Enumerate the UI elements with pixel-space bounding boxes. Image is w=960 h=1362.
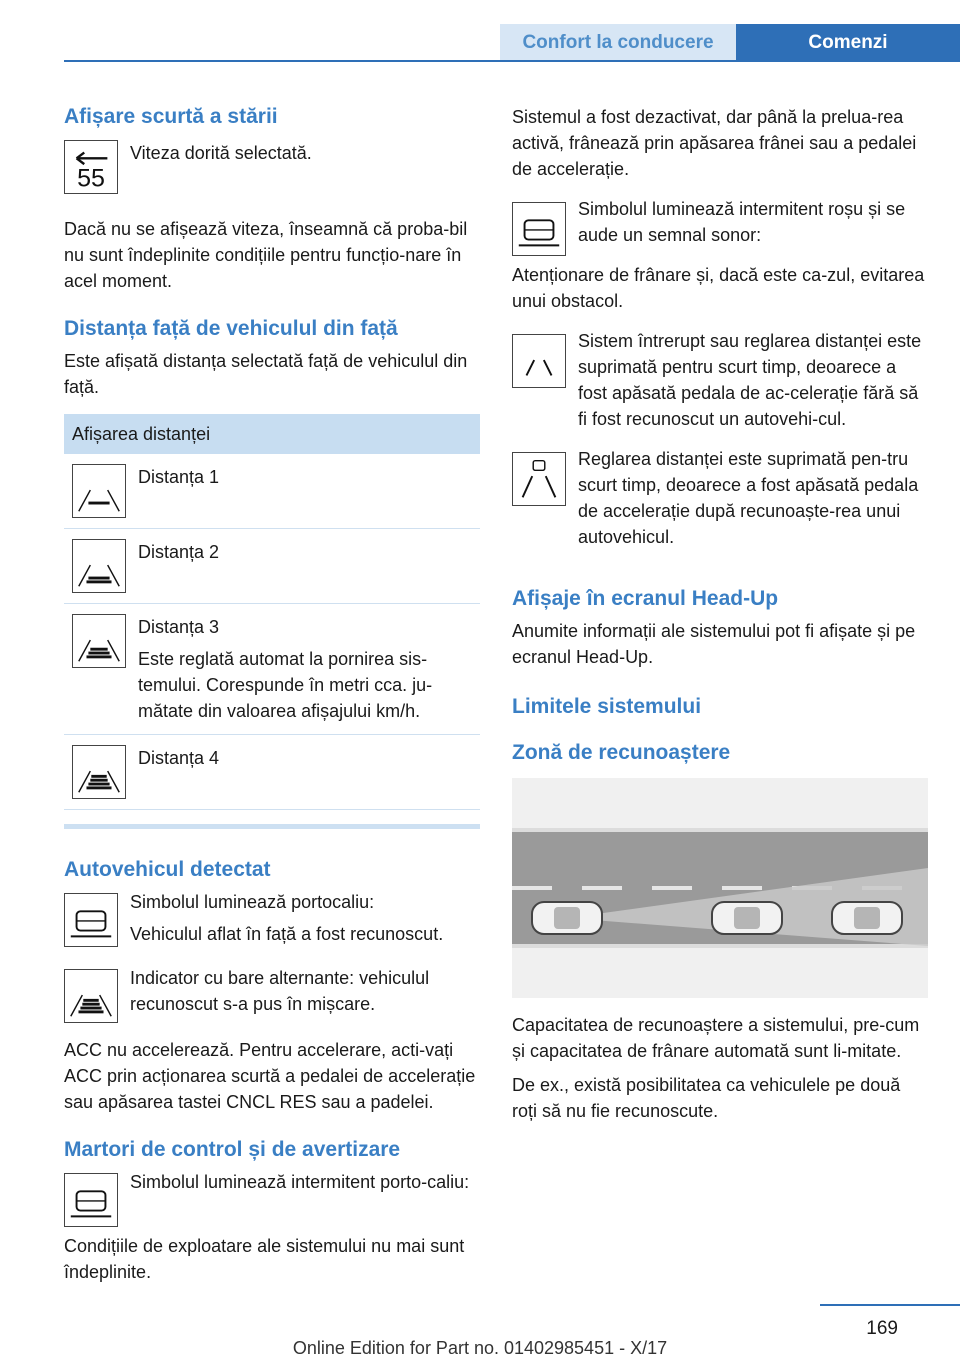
- capability-text-2: De ex., există posibilitatea ca vehiculele pe două roți să nu fie recunoscute.: [512, 1075, 901, 1121]
- capability-text-1: Capacitatea de recunoaștere a sistemului, pre-cum și capacitatea de frânare automată sunt li-mitate.: [512, 1015, 920, 1061]
- chapter-tab: Comenzi: [736, 24, 960, 62]
- warning-text-1: Simbolul luminează intermitent porto-caliu:: [130, 1172, 470, 1192]
- detected-row-1: [64, 889, 480, 947]
- acc-note: ACC nu accelerează. Pentru accelerare, acti-vați ACC prin acționarea scurtă a pedalei de accelerație sau apăsarea tastei CNCL RES sau a padelei.: [64, 1040, 476, 1112]
- table-row: [64, 735, 480, 810]
- heading-detection-zone: Zonă de recunoaștere: [512, 741, 731, 764]
- distance-4-label: Distanța 4: [138, 748, 220, 768]
- lane-lines-icon: [512, 334, 566, 388]
- table-header: Afișarea distanței: [64, 414, 480, 454]
- header-rule: [64, 60, 960, 62]
- table-end-rule: [64, 824, 480, 829]
- heading-detected: Autovehicul detectat: [64, 858, 271, 881]
- interrupted-row: [512, 328, 928, 432]
- car-orange-icon: [64, 893, 118, 947]
- heading-distance: Distanța față de vehiculul din față: [64, 317, 398, 340]
- suppressed-text: Reglarea distanței este suprimată pen-tru scurt timp, deoarece a fost apăsată pedala de accelerație după recunoaște-rea unui autovehicul.: [578, 449, 919, 547]
- car-red-icon: [512, 202, 566, 256]
- header-tabs: [500, 24, 960, 62]
- footer-rule: [820, 1304, 960, 1306]
- table-row: [64, 604, 480, 735]
- detection-zone-illustration: [512, 778, 928, 998]
- table-row: [64, 529, 480, 604]
- distance-3-label: Distanța 3: [138, 617, 220, 637]
- distance-3-note: Este reglată automat la pornirea sis-temului. Corespunde în metri cca. ju-mătate din valoarea afișajului km/h.: [138, 649, 433, 721]
- headup-text: Anumite informații ale sistemului pot fi afișate și pe ecranul Head-Up.: [512, 621, 916, 667]
- distance-1-label: Distanța 1: [138, 467, 220, 487]
- page-number: 169: [866, 1318, 898, 1339]
- alternating-bars-icon: [64, 969, 118, 1023]
- speed-text: Viteza dorită selectată.: [130, 143, 312, 163]
- interrupted-text: Sistem întrerupt sau reglarea distanței este suprimată pentru scurt timp, deoarece a fost apăsată pedala de ac-celerație fără să fi fost recunoscut un autovehi-cul.: [578, 331, 922, 429]
- distance-4-icon: [72, 745, 126, 799]
- speed-icon-value: 55: [77, 164, 105, 193]
- detected-row-2: [64, 965, 480, 1023]
- detected-text-b: Vehiculul aflat în față a fost recunoscut.: [130, 924, 444, 944]
- heading-limits: Limitele sistemului: [512, 695, 702, 718]
- section-tab: Confort la conducere: [500, 24, 736, 62]
- red-warning-text-1: Simbolul luminează intermitent roșu și se aude un semnal sonor:: [578, 199, 906, 245]
- suppressed-row: [512, 446, 928, 550]
- speed-row: [64, 140, 480, 194]
- heading-warnings: Martori de control și de avertizare: [64, 1138, 401, 1161]
- right-column: [512, 104, 928, 1124]
- detected-text-2: Indicator cu bare alternante: vehiculul recunoscut s-a pus în mișcare.: [130, 968, 430, 1014]
- distance-2-icon: [72, 539, 126, 593]
- speed-icon: [64, 140, 118, 194]
- car-flashing-icon: [64, 1173, 118, 1227]
- heading-headup: Afișaje în ecranul Head-Up: [512, 587, 779, 610]
- distance-3-icon: [72, 614, 126, 668]
- heading-status: Afișare scurtă a stării: [64, 105, 278, 128]
- red-warning-text-2: Atenționare de frânare și, dacă este ca-zul, evitarea unui obstacol.: [512, 265, 925, 311]
- left-column: [64, 104, 480, 1285]
- lane-car-icon: [512, 452, 566, 506]
- red-warning-row: [512, 196, 928, 256]
- warning-text-2: Condițiile de exploatare ale sistemului nu mai sunt îndeplinite.: [64, 1236, 465, 1282]
- detected-text-a: Simbolul luminează portocaliu:: [130, 892, 375, 912]
- deactivated-text: Sistemul a fost dezactivat, dar până la prelua-rea activă, frânează prin apăsarea frânei sau a pedalei de accelerație.: [512, 107, 917, 179]
- speed-note: Dacă nu se afișează viteza, înseamnă că proba-bil nu sunt îndeplinite condițiile pentru funcțio-nare în acel moment.: [64, 219, 468, 291]
- distance-2-label: Distanța 2: [138, 542, 220, 562]
- edition-text: Online Edition for Part no. 01402985451 - X/17: [292, 1338, 668, 1358]
- warning-row: [64, 1169, 480, 1227]
- distance-1-icon: [72, 464, 126, 518]
- distance-intro: Este afișată distanța selectată față de vehiculul din față.: [64, 351, 468, 397]
- table-row: [64, 454, 480, 529]
